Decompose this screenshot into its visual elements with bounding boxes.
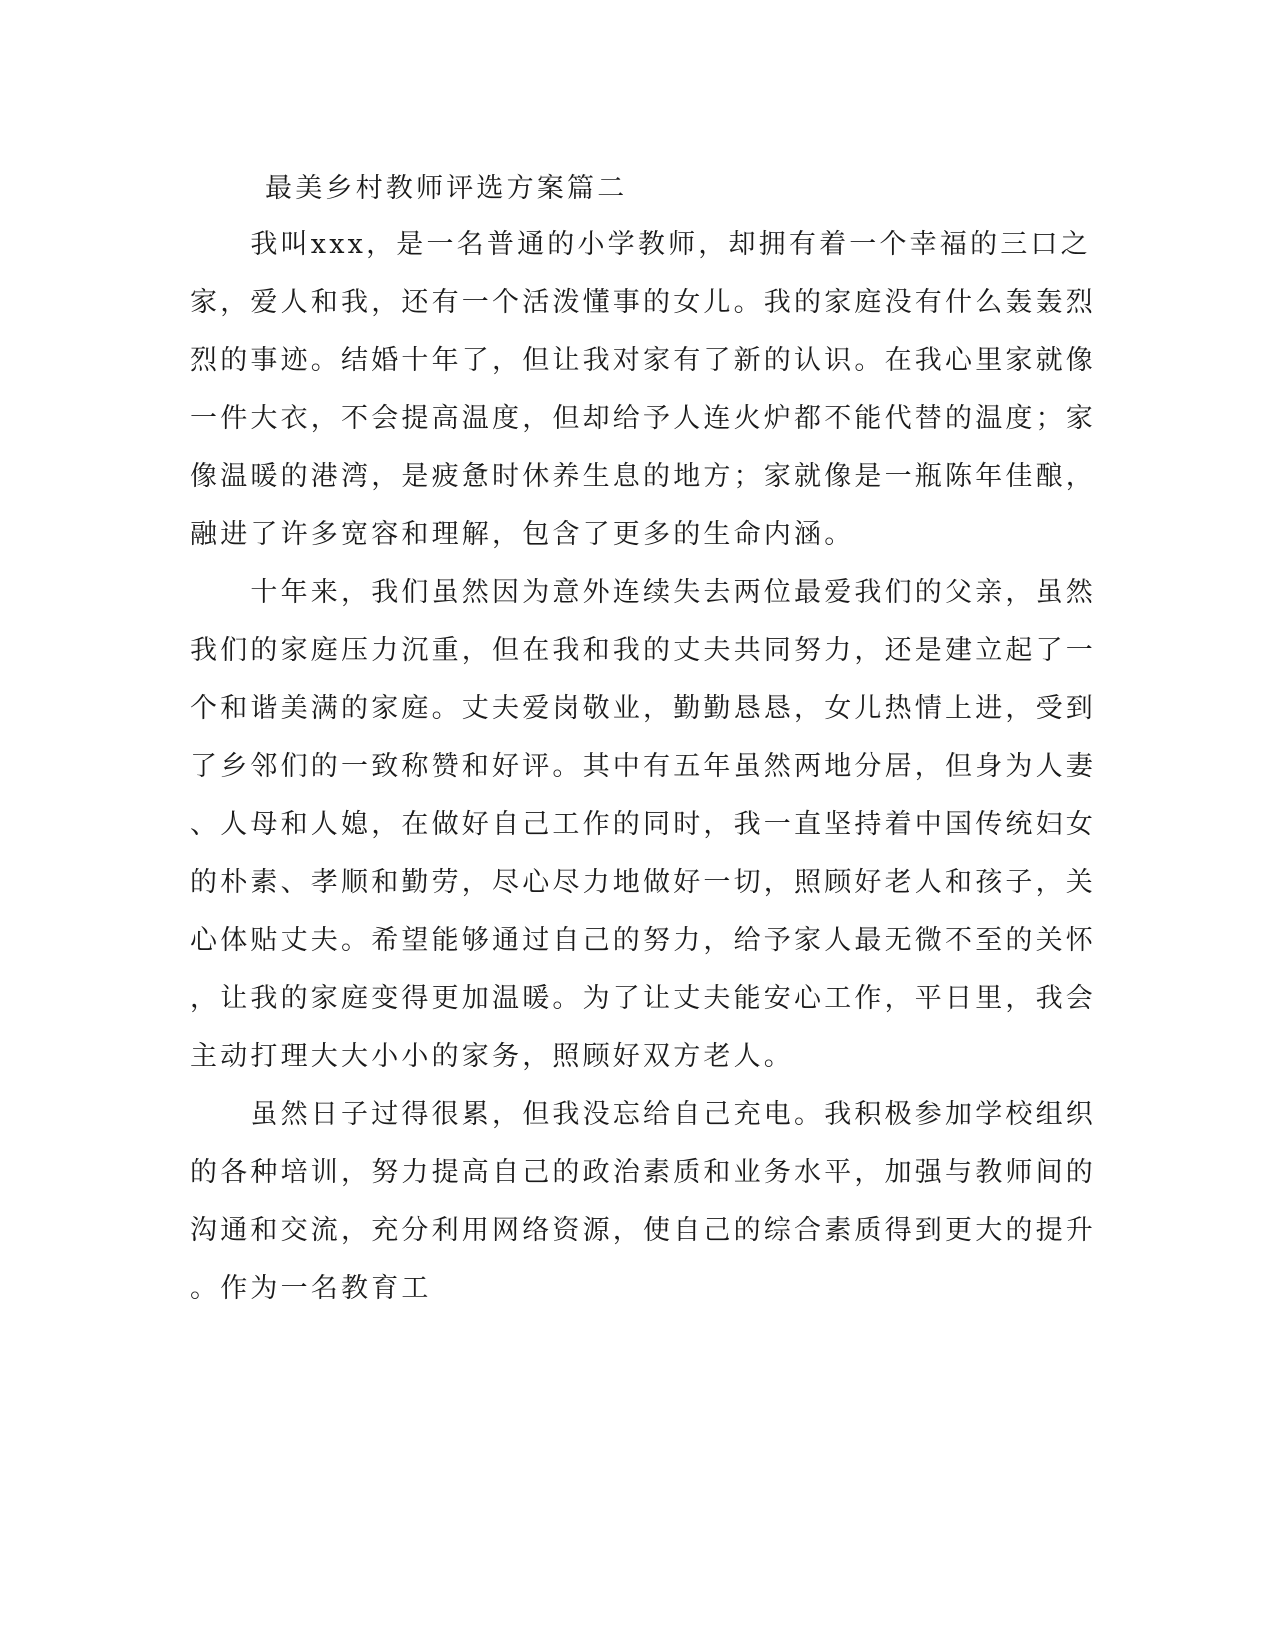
body-line: 个和谐美满的家庭。丈夫爱岗敬业，勤勤恳恳，女儿热情上进，受到 xyxy=(190,693,1096,724)
body-line: 主动打理大大小小的家务，照顾好双方老人。 xyxy=(190,1041,794,1072)
body-line: 一件大衣，不会提高温度，但却给予人连火炉都不能代替的温度；家 xyxy=(190,403,1096,434)
body-line: 融进了许多宽容和理解，包含了更多的生命内涵。 xyxy=(190,519,855,550)
body-line: 我叫xxx，是一名普通的小学教师，却拥有着一个幸福的三口之 xyxy=(190,229,1091,260)
body-line: ，让我的家庭变得更加温暖。为了让丈夫能安心工作，平日里，我会 xyxy=(190,983,1096,1014)
body-line: 我们的家庭压力沉重，但在我和我的丈夫共同努力，还是建立起了一 xyxy=(190,635,1096,666)
body-line: 。作为一名教育工 xyxy=(190,1273,432,1304)
body-line: 家，爱人和我，还有一个活泼懂事的女儿。我的家庭没有什么轰轰烈 xyxy=(190,287,1096,318)
body-line: 沟通和交流，充分利用网络资源，使自己的综合素质得到更大的提升 xyxy=(190,1215,1096,1246)
body-line: 的朴素、孝顺和勤劳，尽心尽力地做好一切，照顾好老人和孩子，关 xyxy=(190,867,1096,898)
body-line: 烈的事迹。结婚十年了，但让我对家有了新的认识。在我心里家就像 xyxy=(190,345,1096,376)
body-line: 了乡邻们的一致称赞和好评。其中有五年虽然两地分居，但身为人妻 xyxy=(190,751,1096,782)
body-line: 心体贴丈夫。希望能够通过自己的努力，给予家人最无微不至的关怀 xyxy=(190,925,1096,956)
body-line: 像温暖的港湾，是疲惫时休养生息的地方；家就像是一瓶陈年佳酿， xyxy=(190,461,1096,492)
body-line: 十年来，我们虽然因为意外连续失去两位最爱我们的父亲，虽然 xyxy=(190,577,1096,608)
body-line: 、人母和人媳，在做好自己工作的同时，我一直坚持着中国传统妇女 xyxy=(190,809,1096,840)
body-line: 的各种培训，努力提高自己的政治素质和业务水平，加强与教师间的 xyxy=(190,1157,1096,1188)
document-title: 最美乡村教师评选方案篇二 xyxy=(265,173,628,204)
body-line: 虽然日子过得很累，但我没忘给自己充电。我积极参加学校组织 xyxy=(190,1099,1096,1130)
